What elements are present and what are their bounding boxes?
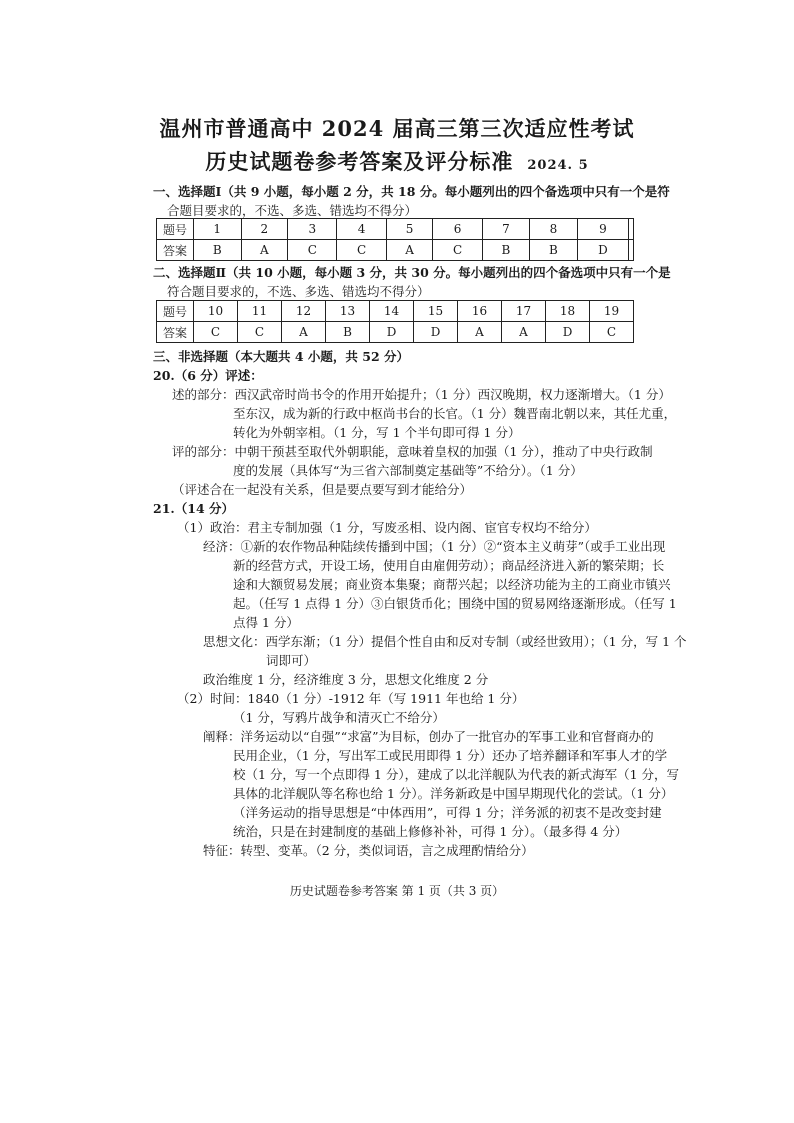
- q21-line: 起。（任写 1 点得 1 分）③白银货币化；围绕中国的贸易网络逐渐形成。（任写 1: [233, 596, 677, 611]
- table-cell: A: [386, 240, 433, 261]
- table-cell: 7: [482, 219, 530, 240]
- table-cell: 9: [577, 219, 628, 240]
- document-title: 温州市普通高中 2024 届高三第三次适应性考试: [159, 116, 635, 141]
- table-cell: D: [414, 322, 458, 343]
- document-subtitle: [0, 146, 794, 176]
- q21-line: 校（1 分，写一个点即得 1 分），建成了以北洋舰队为代表的新式海军（1 分，写: [233, 767, 680, 782]
- table-cell: C: [238, 322, 282, 343]
- table-cell: B: [326, 322, 370, 343]
- table-cell: D: [577, 240, 628, 261]
- q21-line: 经济：①新的农作物品种陆续传播到中国；（1 分）②“资本主义萌芽”（或手工业出现: [203, 539, 666, 554]
- table-cell: 3: [288, 219, 337, 240]
- table-row: [157, 301, 634, 322]
- q21-line: （洋务运动的指导思想是“中体西用”，可得 1 分；洋务派的初衷不是改变封建: [233, 805, 662, 820]
- table-cell: C: [590, 322, 634, 343]
- table-cell: 15: [414, 301, 458, 322]
- q21-line: 点得 1 分）: [233, 615, 299, 630]
- q21-line: 思想文化：西学东渐；（1 分）提倡个性自由和反对专制（或经世致用）；（1 分，写 1 个: [203, 634, 687, 649]
- table-cell: C: [194, 322, 238, 343]
- table-row: [157, 219, 634, 240]
- q20-title: 20.（6 分）评述：: [153, 368, 263, 383]
- subtitle-text: 历史试题卷参考答案及评分标准: [205, 149, 514, 174]
- row-label: 答案: [157, 322, 194, 343]
- q21-line: 政治维度 1 分，经济维度 3 分，思想文化维度 2 分: [203, 672, 489, 687]
- table-cell: 5: [386, 219, 433, 240]
- section1-answer-table: [156, 218, 634, 261]
- q21-line: 词即可）: [266, 653, 317, 668]
- table-cell: 10: [194, 301, 238, 322]
- q21-line: 新的经营方式，开设工场，使用自由雇佣劳动）；商品经济进入新的繁荣期；长: [233, 558, 665, 573]
- page-footer: 历史试题卷参考答案 第 1 页（共 3 页）: [289, 884, 505, 898]
- table-row: [157, 240, 634, 261]
- q21-line: 特征：转型、变革。（2 分，类似词语，言之成理酌情给分）: [203, 843, 534, 858]
- table-cell: 14: [370, 301, 414, 322]
- table-cell: 16: [458, 301, 502, 322]
- q21-line: 途和大额贸易发展；商业资本集聚；商帮兴起；以经济功能为主的工商业市镇兴: [233, 577, 671, 592]
- table-cell: C: [433, 240, 482, 261]
- row-label: 答案: [157, 240, 194, 261]
- table-cell: A: [241, 240, 288, 261]
- table-cell: B: [194, 240, 242, 261]
- table-cell: 18: [546, 301, 590, 322]
- exam-date: 2024. 5: [527, 158, 589, 173]
- table-cell: B: [482, 240, 530, 261]
- table-cell: 11: [238, 301, 282, 322]
- table-cell: A: [282, 322, 326, 343]
- section2-heading: [153, 263, 671, 301]
- section1-heading-line1: 一、选择题Ⅰ（共 9 小题，每小题 2 分，共 18 分。每小题列出的四个备选项中只有一个是符: [153, 184, 670, 199]
- table-cell: 8: [530, 219, 578, 240]
- table-cell: 19: [590, 301, 634, 322]
- row-label: 题号: [157, 219, 194, 240]
- table-cell: 1: [194, 219, 242, 240]
- q21-line: 具体的北洋舰队等名称也给 1 分）。洋务新政是中国早期现代化的尝试。（1 分）: [233, 786, 674, 801]
- q20-line: 转化为外朝宰相。（1 分，写 1 个半句即可得 1 分）: [233, 425, 521, 440]
- table-cell: A: [458, 322, 502, 343]
- section1-heading: [153, 182, 670, 220]
- section3-heading-text: 三、非选择题（本大题共 4 小题，共 52 分）: [153, 349, 410, 364]
- table-cell: 2: [241, 219, 288, 240]
- table-cell: [629, 219, 634, 240]
- q21-line: 民用企业，（1 分，写出军工或民用即得 1 分）还办了培养翻译和军事人才的学: [233, 748, 668, 763]
- table-cell: [629, 240, 634, 261]
- section2-heading-line1: 二、选择题Ⅱ（共 10 小题，每小题 3 分，共 30 分。每小题列出的四个备选项中只有一个是: [153, 265, 671, 280]
- q20-line: 评的部分：中朝干预甚至取代外朝职能，意味着皇权的加强（1 分），推动了中央行政制: [172, 444, 653, 459]
- section3-heading: [153, 347, 409, 366]
- table-cell: D: [546, 322, 590, 343]
- table-cell: 6: [433, 219, 482, 240]
- q20-line: 度的发展（具体写“为三省六部制奠定基础等”不给分）。（1 分）: [233, 463, 583, 478]
- q21-line: （2）时间：1840（1 分）-1912 年（写 1911 年也给 1 分）: [177, 691, 525, 706]
- q21-line: （1 分，写鸦片战争和清灭亡不给分）: [233, 710, 445, 725]
- table-cell: 4: [337, 219, 386, 240]
- table-cell: 17: [502, 301, 546, 322]
- table-row: [157, 322, 634, 343]
- table-cell: B: [530, 240, 578, 261]
- section1-heading-line2: 合题目要求的，不选、多选、错选均不得分）: [167, 203, 418, 218]
- q21-line: 统治，只是在封建制度的基础上修修补补，可得 1 分）。（最多得 4 分）: [233, 824, 628, 839]
- q21-line: 阐释：洋务运动以“自强”“求富”为目标，创办了一批官办的军事工业和官督商办的: [203, 729, 654, 744]
- table-cell: A: [502, 322, 546, 343]
- row-label: 题号: [157, 301, 194, 322]
- section2-heading-line2: 符合题目要求的，不选、多选、错选均不得分）: [167, 284, 430, 299]
- table-cell: 12: [282, 301, 326, 322]
- table-cell: C: [288, 240, 337, 261]
- q21-title: 21.（14 分）: [153, 501, 234, 516]
- q21-line: （1）政治：君主专制加强（1 分，写废丞相、设内阁、宦官专权均不给分）: [177, 520, 597, 535]
- table-cell: C: [337, 240, 386, 261]
- q20-line: 至东汉，成为新的行政中枢尚书台的长官。（1 分）魏晋南北朝以来，其任尤重，: [233, 406, 677, 421]
- table-cell: 13: [326, 301, 370, 322]
- table-cell: D: [370, 322, 414, 343]
- q20-line: 述的部分：西汉武帝时尚书令的作用开始提升；（1 分）西汉晚期，权力逐渐增大。（1 分）: [172, 387, 671, 402]
- section2-answer-table: [156, 300, 634, 343]
- q20-line: （评述合在一起没有关系，但是要点要写到才能给分）: [172, 482, 473, 497]
